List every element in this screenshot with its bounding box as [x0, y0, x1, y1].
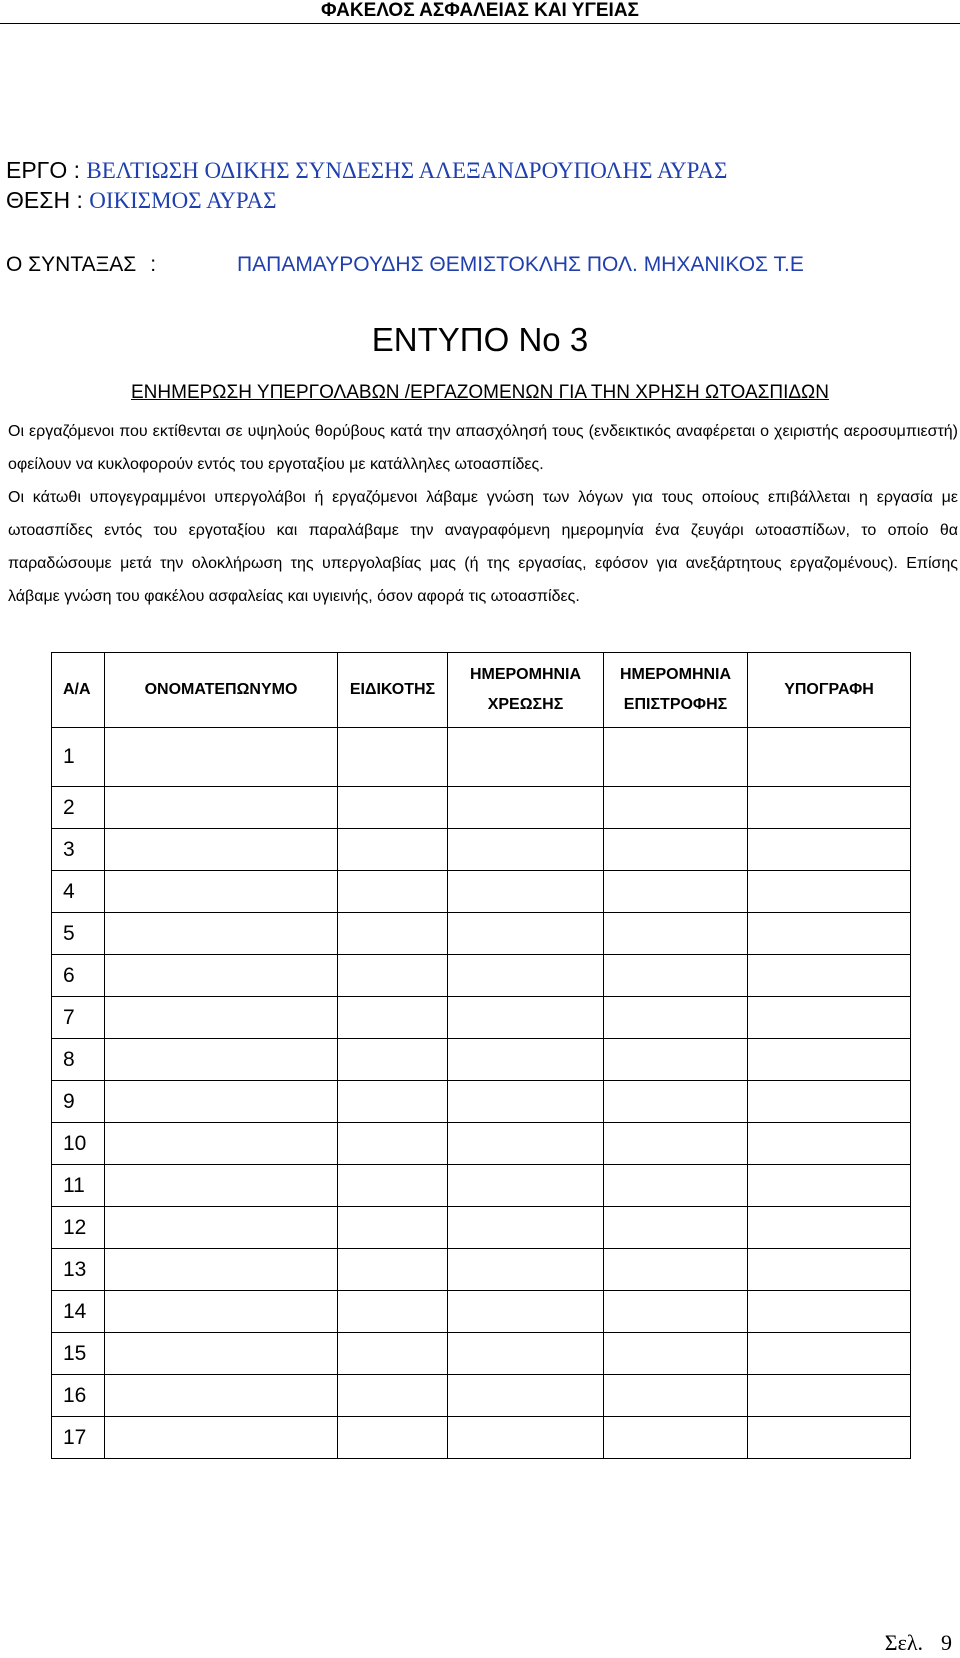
table-row [52, 1375, 911, 1417]
cell-return-date[interactable] [604, 1375, 748, 1417]
cell-name[interactable] [105, 1081, 338, 1123]
cell-aa: 2 [52, 787, 105, 829]
cell-return-date[interactable] [604, 1291, 748, 1333]
cell-name[interactable] [105, 1333, 338, 1375]
author-line [6, 252, 804, 278]
location-label: ΘΕΣΗ : [6, 187, 90, 213]
cell-name[interactable] [105, 871, 338, 913]
cell-aa: 4 [52, 871, 105, 913]
cell-aa: 15 [52, 1333, 105, 1375]
cell-aa: 13 [52, 1249, 105, 1291]
cell-specialty[interactable] [338, 997, 448, 1039]
table-row [52, 1207, 911, 1249]
cell-specialty[interactable] [338, 1249, 448, 1291]
cell-specialty[interactable] [338, 829, 448, 871]
cell-specialty[interactable] [338, 1207, 448, 1249]
page-label: Σελ. [884, 1630, 923, 1655]
cell-signature[interactable] [748, 913, 911, 955]
cell-return-date[interactable] [604, 728, 748, 787]
cell-charge-date[interactable] [448, 1417, 604, 1459]
cell-charge-date[interactable] [448, 955, 604, 997]
cell-return-date[interactable] [604, 1165, 748, 1207]
cell-return-date[interactable] [604, 1039, 748, 1081]
cell-signature[interactable] [748, 1291, 911, 1333]
table-row [52, 787, 911, 829]
cell-return-date[interactable] [604, 913, 748, 955]
cell-signature[interactable] [748, 1165, 911, 1207]
charge-date-line-1: ΗΜΕΡΟΜΗΝΙΑ [469, 666, 582, 683]
table-row [52, 1081, 911, 1123]
cell-signature[interactable] [748, 728, 911, 787]
author-label: Ο ΣΥΝΤΑΞΑΣ [6, 253, 137, 276]
form-subtitle: ΕΝΗΜΕΡΩΣΗ ΥΠΕΡΓΟΛΑΒΩΝ /ΕΡΓΑΖΟΜΕΝΩΝ ΓΙΑ ΤΗΝ ΧΡΗΣΗ ΩΤΟΑΣΠΙΔΩΝ [131, 382, 829, 403]
return-date-line-2: ΕΠΙΣΤΡΟΦΗΣ [623, 696, 728, 713]
table-row [52, 913, 911, 955]
cell-name[interactable] [105, 913, 338, 955]
cell-aa: 6 [52, 955, 105, 997]
cell-return-date[interactable] [604, 1123, 748, 1165]
cell-name[interactable] [105, 1039, 338, 1081]
cell-charge-date[interactable] [448, 1207, 604, 1249]
col-header-signature: ΥΠΟΓΡΑΦΗ [748, 653, 911, 728]
cell-aa: 12 [52, 1207, 105, 1249]
cell-specialty[interactable] [338, 1165, 448, 1207]
cell-aa: 14 [52, 1291, 105, 1333]
charge-date-line-2: ΧΡΕΩΣΗΣ [487, 696, 564, 713]
cell-signature[interactable] [748, 997, 911, 1039]
cell-specialty[interactable] [338, 1291, 448, 1333]
cell-specialty[interactable] [338, 1039, 448, 1081]
cell-aa: 16 [52, 1375, 105, 1417]
cell-charge-date[interactable] [448, 1165, 604, 1207]
cell-charge-date[interactable] [448, 728, 604, 787]
form-title: ΕΝΤΥΠΟ Νο 3 [371, 321, 589, 358]
table-row [52, 1333, 911, 1375]
table-row [52, 1123, 911, 1165]
table-row [52, 871, 911, 913]
col-header-aa: Α/Α [52, 653, 105, 728]
cell-specialty[interactable] [338, 1417, 448, 1459]
cell-specialty[interactable] [338, 955, 448, 997]
cell-charge-date[interactable] [448, 871, 604, 913]
cell-aa: 8 [52, 1039, 105, 1081]
cell-name[interactable] [105, 1123, 338, 1165]
work-value: ΒΕΛΤΙΩΣΗ ΟΔΙΚΗΣ ΣΥΝΔΕΣΗΣ ΑΛΕΞΑΝΔΡΟΥΠΟΛΗΣ ΑΥΡΑΣ [86, 158, 728, 183]
table-row [52, 997, 911, 1039]
cell-name[interactable] [105, 829, 338, 871]
cell-return-date[interactable] [604, 1417, 748, 1459]
cell-signature[interactable] [748, 1123, 911, 1165]
cell-signature[interactable] [748, 1375, 911, 1417]
paragraph-intro: Οι εργαζόμενοι που εκτίθενται σε υψηλούς θορύβους κατά την απασχόλησή τους (ενδεικτικός αναφέρεται ο χειριστής αεροσυμπιεστή) οφείλουν να κυκλοφορούν εντός του εργοταξίου με κατάλληλες ωτοασπίδες. [8, 423, 958, 473]
cell-specialty[interactable] [338, 1375, 448, 1417]
author-role: ΠΟΛ. ΜΗΧΑΝΙΚΟΣ Τ.Ε [586, 253, 804, 276]
cell-name[interactable] [105, 997, 338, 1039]
cell-name[interactable] [105, 1375, 338, 1417]
cell-name[interactable] [105, 1249, 338, 1291]
cell-signature[interactable] [748, 955, 911, 997]
cell-return-date[interactable] [604, 1081, 748, 1123]
author-separator: : [150, 253, 157, 276]
cell-charge-date[interactable] [448, 1249, 604, 1291]
cell-specialty[interactable] [338, 1081, 448, 1123]
cell-specialty[interactable] [338, 728, 448, 787]
cell-aa: 17 [52, 1417, 105, 1459]
col-header-charge-date [448, 653, 604, 728]
cell-charge-date[interactable] [448, 1333, 604, 1375]
cell-return-date[interactable] [604, 955, 748, 997]
cell-name[interactable] [105, 787, 338, 829]
cell-name[interactable] [105, 1207, 338, 1249]
cell-charge-date[interactable] [448, 1375, 604, 1417]
cell-signature[interactable] [748, 1333, 911, 1375]
cell-return-date[interactable] [604, 829, 748, 871]
cell-aa: 9 [52, 1081, 105, 1123]
cell-return-date[interactable] [604, 997, 748, 1039]
location-value: ΟΙΚΙΣΜΟΣ ΑΥΡΑΣ [89, 188, 277, 213]
cell-aa: 10 [52, 1123, 105, 1165]
cell-aa: 11 [52, 1165, 105, 1207]
cell-specialty[interactable] [338, 1333, 448, 1375]
cell-return-date[interactable] [604, 1249, 748, 1291]
cell-signature[interactable] [748, 1417, 911, 1459]
cell-charge-date[interactable] [448, 1039, 604, 1081]
cell-charge-date[interactable] [448, 997, 604, 1039]
cell-aa: 5 [52, 913, 105, 955]
table-row [52, 728, 911, 787]
cell-name[interactable] [105, 728, 338, 787]
return-date-line-1: ΗΜΕΡΟΜΗΝΙΑ [619, 666, 732, 683]
cell-specialty[interactable] [338, 1123, 448, 1165]
cell-name[interactable] [105, 955, 338, 997]
page-number [885, 1630, 952, 1656]
cell-charge-date[interactable] [448, 1123, 604, 1165]
header-rule [0, 23, 960, 24]
cell-name[interactable] [105, 1417, 338, 1459]
cell-specialty[interactable] [338, 913, 448, 955]
cell-signature[interactable] [748, 871, 911, 913]
cell-name[interactable] [105, 1291, 338, 1333]
table-row [52, 1291, 911, 1333]
cell-signature[interactable] [748, 1207, 911, 1249]
cell-specialty[interactable] [338, 871, 448, 913]
earplug-register-table [51, 652, 911, 1459]
cell-return-date[interactable] [604, 1333, 748, 1375]
project-line [6, 156, 727, 185]
table-row [52, 1249, 911, 1291]
page-number-value: 9 [941, 1630, 952, 1655]
cell-return-date[interactable] [604, 787, 748, 829]
cell-aa: 1 [52, 728, 105, 787]
table-row [52, 955, 911, 997]
col-header-specialty: ΕΙΔΙΚΟΤΗΣ [338, 653, 448, 728]
table-row [52, 829, 911, 871]
cell-charge-date[interactable] [448, 787, 604, 829]
col-header-name: ΟΝΟΜΑΤΕΠΩΝΥΜΟ [105, 653, 338, 728]
table-row [52, 1165, 911, 1207]
cell-signature[interactable] [748, 787, 911, 829]
cell-return-date[interactable] [604, 871, 748, 913]
author-name: ΠΑΠΑΜΑΥΡΟΥΔΗΣ ΘΕΜΙΣΤΟΚΛΗΣ [237, 253, 582, 276]
table-row [52, 1039, 911, 1081]
document-header: ΦΑΚΕΛΟΣ ΑΣΦΑΛΕΙΑΣ ΚΑΙ ΥΓΕΙΑΣ [321, 0, 639, 21]
location-line [6, 186, 277, 215]
cell-aa: 7 [52, 997, 105, 1039]
cell-signature[interactable] [748, 1249, 911, 1291]
table-header-row [52, 653, 911, 728]
cell-charge-date[interactable] [448, 1081, 604, 1123]
cell-name[interactable] [105, 1165, 338, 1207]
cell-signature[interactable] [748, 1039, 911, 1081]
cell-charge-date[interactable] [448, 913, 604, 955]
table-row [52, 1417, 911, 1459]
cell-return-date[interactable] [604, 1207, 748, 1249]
cell-signature[interactable] [748, 1081, 911, 1123]
cell-charge-date[interactable] [448, 1291, 604, 1333]
cell-specialty[interactable] [338, 787, 448, 829]
col-header-return-date [604, 653, 748, 728]
work-label: ΕΡΓΟ : [6, 157, 87, 183]
paragraph-acknowledgement: Οι κάτωθι υπογεγραμμένοι υπεργολάβοι ή εργαζόμενοι λάβαμε γνώση των λόγων για τους οποίους επιβάλλεται η εργασία με ωτοασπίδες εντός του εργοταξίου και παραλάβαμε την αναγραφόμενη ημερομηνία ένα ζευγάρι ωτοασπίδων, το οποίο θα παραδώσουμε μετά την ολοκλήρωση της υπεργολαβίας μας (ή της εργασίας, εφόσον για ανεξάρτητους εργαζομένους). Επίσης λάβαμε γνώση του φακέλου ασφαλείας και υγιεινής, όσον αφορά τις ωτοασπίδες. [8, 489, 958, 605]
cell-aa: 3 [52, 829, 105, 871]
cell-signature[interactable] [748, 829, 911, 871]
cell-charge-date[interactable] [448, 829, 604, 871]
